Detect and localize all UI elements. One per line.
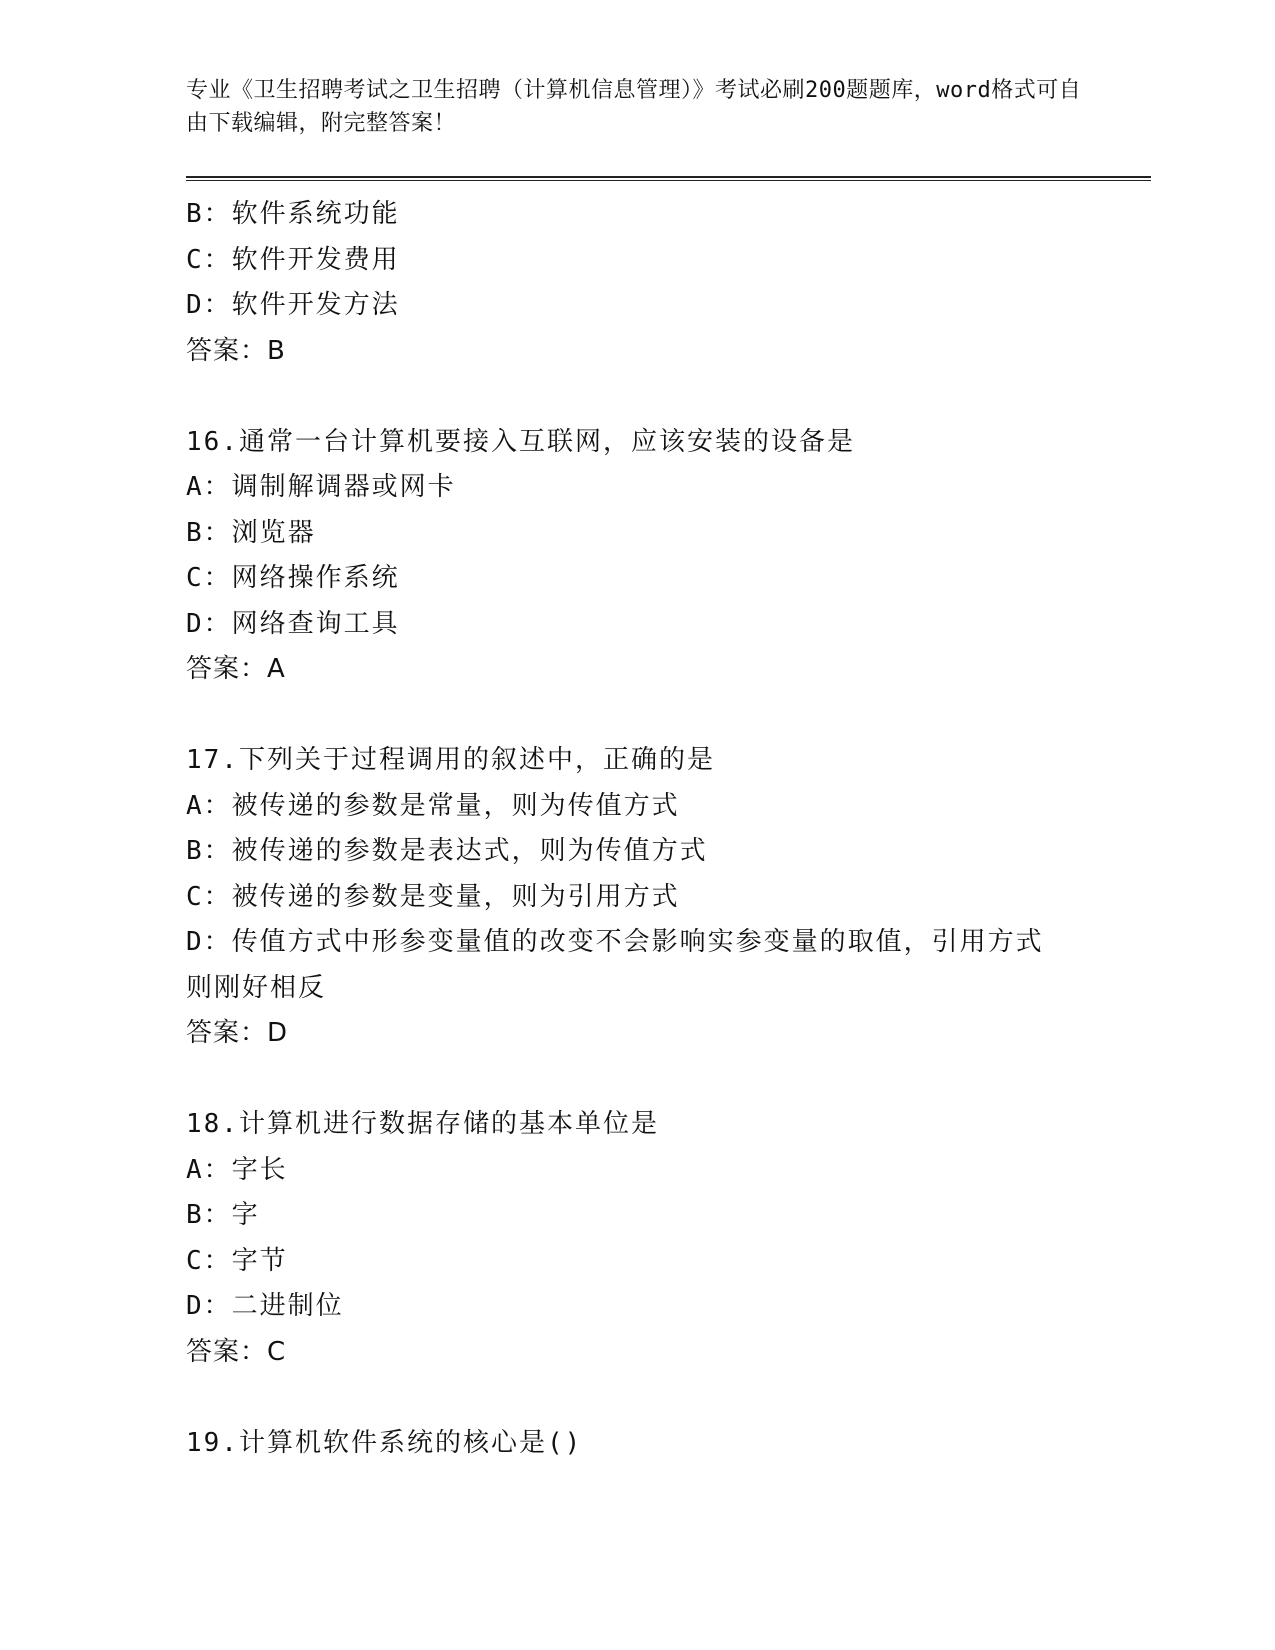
spacer: [186, 1375, 1066, 1421]
q17-option-d: D：传值方式中形参变量值的改变不会影响实参变量的取值，引用方式则刚好相反: [186, 927, 1044, 1003]
q19-stem: 19.计算机软件系统的核心是(): [186, 1427, 583, 1458]
q16-stem: 16.通常一台计算机要接入互联网，应该安装的设备是: [186, 426, 855, 457]
question-list: [186, 192, 1066, 1466]
header-divider: [186, 176, 1151, 181]
q18-option-a: A：字长: [186, 1154, 288, 1185]
q17-option-a: A：被传递的参数是常量，则为传值方式: [186, 790, 680, 821]
q15-option-c: C：软件开发费用: [186, 244, 400, 275]
q18-option-c: C：字节: [186, 1245, 288, 1276]
document-header: 专业《卫生招聘考试之卫生招聘（计算机信息管理）》考试必刷200题题库，word格式可自由下载编辑，附完整答案！: [186, 78, 1082, 136]
q18-stem: 18.计算机进行数据存储的基本单位是: [186, 1109, 659, 1139]
q16-option-c: C：网络操作系统: [186, 563, 400, 593]
q17-option-c: C：被传递的参数是变量，则为引用方式: [186, 881, 680, 912]
q15-answer: 答案：B: [186, 335, 286, 366]
q18-answer: 答案：C: [186, 1336, 287, 1367]
q15-option-b: B：软件系统功能: [186, 199, 400, 229]
q16-answer: 答案：A: [186, 654, 286, 684]
q16-option-a: A：调制解调器或网卡: [186, 472, 456, 502]
spacer: [186, 374, 1066, 420]
q16-option-b: B：浏览器: [186, 517, 316, 548]
spacer: [186, 1057, 1066, 1103]
q16-option-d: D：网络查询工具: [186, 608, 400, 639]
spacer: [186, 693, 1066, 739]
q18-option-b: B：字: [186, 1200, 260, 1230]
q17-option-b: B：被传递的参数是表达式，则为传值方式: [186, 836, 708, 866]
q17-stem: 17.下列关于过程调用的叙述中，正确的是: [186, 745, 715, 775]
q15-option-d: D：软件开发方法: [186, 290, 400, 320]
q18-option-d: D：二进制位: [186, 1291, 344, 1321]
q17-answer: 答案：D: [186, 1018, 289, 1048]
